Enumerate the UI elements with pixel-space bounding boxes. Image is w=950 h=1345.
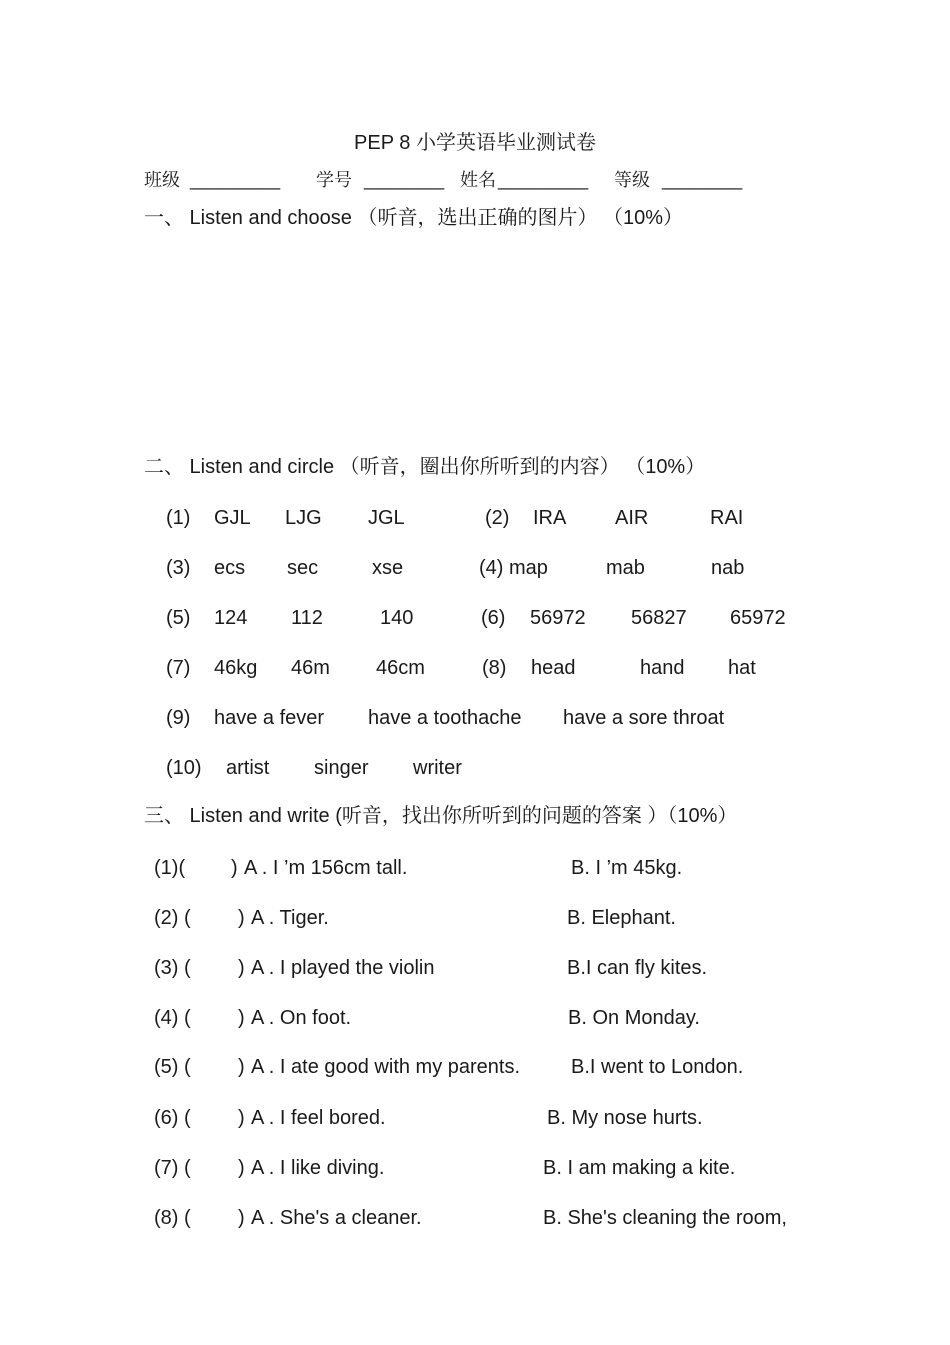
circle-row-8-num: (8) <box>482 657 507 679</box>
option-b: B. On Monday. <box>568 1007 700 1029</box>
class-blank[interactable]: _________ <box>190 170 281 190</box>
circle-option[interactable]: nab <box>711 557 745 579</box>
name-blank[interactable]: _________ <box>498 170 589 190</box>
question-number: (4) ( <box>154 1007 191 1029</box>
student-number-label: 学号 <box>316 170 352 190</box>
question-number: (3) ( <box>154 957 191 979</box>
answer-paren[interactable]: ) <box>238 1056 245 1078</box>
question-number: (8) ( <box>154 1207 191 1229</box>
answer-paren[interactable]: ) <box>238 1007 245 1029</box>
circle-option[interactable]: hat <box>728 657 756 679</box>
grade-blank[interactable]: ________ <box>662 170 743 190</box>
option-b: B. She's cleaning the room, <box>543 1207 787 1229</box>
option-b: B. I am making a kite. <box>543 1157 736 1179</box>
question-number: (2) ( <box>154 907 191 929</box>
option-a: A . She's a cleaner. <box>251 1207 422 1229</box>
circle-option[interactable]: writer <box>413 757 462 779</box>
circle-option[interactable]: 46kg <box>214 657 258 679</box>
option-b: B. I ’m 45kg. <box>571 857 683 879</box>
page-title: PEP 8 小学英语毕业测试卷 <box>354 132 596 154</box>
circle-row-9-num: (9) <box>166 707 191 729</box>
answer-paren[interactable]: ) <box>238 1207 245 1229</box>
name-label: 姓名 <box>460 170 496 190</box>
section-1-picture-area <box>144 240 804 440</box>
circle-option[interactable]: have a toothache <box>368 707 522 729</box>
circle-option[interactable]: IRA <box>533 507 567 529</box>
option-a: A . I ate good with my parents. <box>251 1056 521 1078</box>
question-number: (6) ( <box>154 1107 191 1129</box>
circle-option[interactable]: LJG <box>285 507 322 529</box>
circle-option[interactable]: 46m <box>291 657 330 679</box>
circle-option[interactable]: 56972 <box>530 607 586 629</box>
section-3-heading: 三、 Listen and write (听音，找出你所听到的问题的答案 ）（10%） <box>144 805 738 827</box>
question-number: (1)( <box>154 857 186 879</box>
circle-row-6-num: (6) <box>481 607 506 629</box>
option-b: B. Elephant. <box>567 907 676 929</box>
circle-option[interactable]: head <box>531 657 576 679</box>
circle-option[interactable]: singer <box>314 757 369 779</box>
question-number: (5) ( <box>154 1056 191 1078</box>
circle-option[interactable]: have a fever <box>214 707 325 729</box>
circle-option[interactable]: ecs <box>214 557 246 579</box>
circle-option[interactable]: 112 <box>291 607 323 629</box>
circle-row-5-num: (5) <box>166 607 191 629</box>
circle-option[interactable]: JGL <box>368 507 405 529</box>
option-b: B. My nose hurts. <box>547 1107 703 1129</box>
option-a: A . I ’m 156cm tall. <box>244 857 408 879</box>
option-b: B.I went to London. <box>571 1056 744 1078</box>
circle-option[interactable]: have a sore throat <box>563 707 725 729</box>
circle-row-2-num: (2) <box>485 507 510 529</box>
answer-paren[interactable]: ) <box>238 907 245 929</box>
circle-row-7-num: (7) <box>166 657 191 679</box>
circle-option[interactable]: sec <box>287 557 319 579</box>
circle-option[interactable]: AIR <box>615 507 649 529</box>
answer-paren[interactable]: ) <box>238 1157 245 1179</box>
circle-option[interactable]: RAI <box>710 507 744 529</box>
circle-option[interactable]: hand <box>640 657 685 679</box>
circle-option[interactable]: artist <box>226 757 270 779</box>
circle-option[interactable]: xse <box>372 557 404 579</box>
circle-option[interactable]: 140 <box>380 607 414 629</box>
circle-row-3-num: (3) <box>166 557 191 579</box>
section-1-heading: 一、 Listen and choose （听音，选出正确的图片） （10%） <box>144 207 684 229</box>
answer-paren[interactable]: ) <box>231 857 238 879</box>
grade-label: 等级 <box>614 170 650 190</box>
circle-option[interactable]: mab <box>606 557 645 579</box>
circle-option[interactable]: 124 <box>214 607 248 629</box>
circle-row-1-num: (1) <box>166 507 191 529</box>
circle-row-10-num: (10) <box>166 757 202 779</box>
option-b: B.I can fly kites. <box>567 957 708 979</box>
option-a: A . I played the violin <box>251 957 435 979</box>
student-number-blank[interactable]: ________ <box>364 170 445 190</box>
circle-option[interactable]: (4) map <box>479 557 548 579</box>
option-a: A . Tiger. <box>251 907 329 929</box>
answer-paren[interactable]: ) <box>238 957 245 979</box>
option-a: A . I feel bored. <box>251 1107 386 1129</box>
circle-option[interactable]: 46cm <box>376 657 425 679</box>
circle-option[interactable]: 56827 <box>631 607 687 629</box>
question-number: (7) ( <box>154 1157 191 1179</box>
circle-option[interactable]: 65972 <box>730 607 786 629</box>
answer-paren[interactable]: ) <box>238 1107 245 1129</box>
option-a: A . I like diving. <box>251 1157 385 1179</box>
option-a: A . On foot. <box>251 1007 352 1029</box>
section-2-heading: 二、 Listen and circle （听音，圈出你所听到的内容） （10%） <box>144 456 706 478</box>
class-label: 班级 <box>144 170 180 190</box>
circle-option[interactable]: GJL <box>214 507 251 529</box>
